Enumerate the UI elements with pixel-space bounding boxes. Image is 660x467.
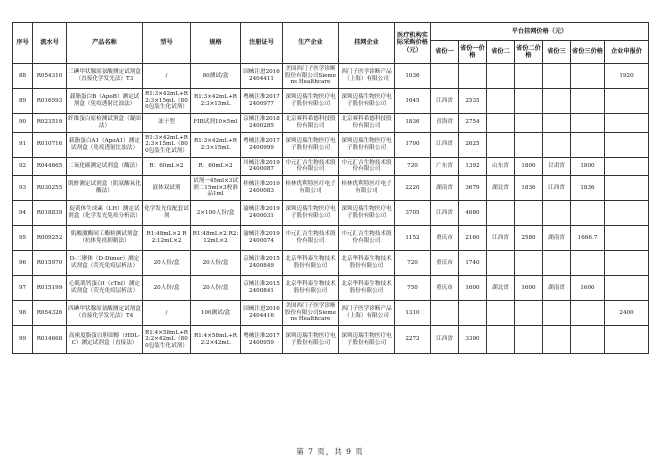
cell-prov3 <box>543 301 571 326</box>
cell-prov1: 重庆市 <box>431 226 459 251</box>
cell-prov2 <box>487 114 515 133</box>
table-row <box>13 226 649 251</box>
cell-serial: R014668 <box>33 326 67 354</box>
cell-prov3 <box>543 64 571 89</box>
cell-price2 <box>515 114 543 133</box>
header-serial: 流水号 <box>33 23 67 64</box>
cell-spec: R1:3×42mL+R2:3×15mL <box>191 89 241 114</box>
cell-prov2 <box>487 89 515 114</box>
cell-lister: 北京华科泰生物技术股份有限公司 <box>339 276 395 301</box>
cell-seq: 90 <box>13 114 33 133</box>
cell-price3: 1600 <box>571 276 605 301</box>
cell-maker: 桂林优利特医疗电子有限公司 <box>283 176 339 201</box>
cell-maker: 中元汇吉生物技术股份有限公司 <box>283 157 339 176</box>
cell-lister: 西门子医学诊断产品（上海）有限公司 <box>339 64 395 89</box>
cell-model: / <box>143 64 191 89</box>
cell-price3 <box>571 114 605 133</box>
cell-seq: 95 <box>13 226 33 251</box>
cell-prov1: 青海省 <box>431 114 459 133</box>
cell-ent-price <box>605 276 649 301</box>
cell-serial: R054310 <box>33 64 67 89</box>
cell-product: 纤维蛋白原检测试剂盒（凝固法） <box>67 114 143 133</box>
cell-ent-price <box>605 114 649 133</box>
cell-price1: 2535 <box>459 89 487 114</box>
cell-reg-no: 京械注准20182400285 <box>241 114 283 133</box>
table-row <box>13 176 649 201</box>
cell-reg-no: 国械注进20162404416 <box>241 301 283 326</box>
header-reg-no: 注册证号 <box>241 23 283 64</box>
cell-price1: 3390 <box>459 326 487 354</box>
cell-lister: 中元汇吉生物技术股份有限公司 <box>339 226 395 251</box>
cell-prov3: 甘肃省 <box>543 157 571 176</box>
cell-prov2 <box>487 326 515 354</box>
cell-lister: 桂林优利特医疗电子有限公司 <box>339 176 395 201</box>
cell-price3: 1836 <box>571 176 605 201</box>
header-actual-price: 医疗机构实际采购价格（元） <box>395 23 431 64</box>
cell-price1: 4680 <box>459 201 487 226</box>
cell-product: 载脂蛋白B（ApoB）测定试剂盒（免疫透射比浊法） <box>67 89 143 114</box>
table-row <box>13 89 649 114</box>
cell-serial: R009252 <box>33 226 67 251</box>
cell-actual-price: 720 <box>395 157 431 176</box>
cell-product: 肌酸激酶同工酶检测试剂盒（抗体免疫抑制法） <box>67 226 143 251</box>
cell-serial: R054326 <box>33 301 67 326</box>
header-prov3: 省份三 <box>543 41 571 64</box>
cell-spec: FIB试剂10×5ml <box>191 114 241 133</box>
cell-spec: R1:4×58mL+R2:2×42mL <box>191 326 241 354</box>
cell-lister: 深圳迈瑞生物医疗电子股份有限公司 <box>339 326 395 354</box>
cell-serial: R015970 <box>33 251 67 276</box>
header-model: 型号 <box>143 23 191 64</box>
cell-actual-price: 1836 <box>395 114 431 133</box>
header-price1: 省份一价格 <box>459 41 487 64</box>
cell-reg-no: 国械注进20162404411 <box>241 64 283 89</box>
cell-prov1: 广东省 <box>431 157 459 176</box>
cell-actual-price: 720 <box>395 251 431 276</box>
cell-price2 <box>515 251 543 276</box>
cell-prov1: 江西省 <box>431 89 459 114</box>
cell-price3 <box>571 64 605 89</box>
cell-serial: R015199 <box>33 276 67 301</box>
cell-reg-no: 京械注准20152400841 <box>241 276 283 301</box>
cell-spec: 试剂一45ml×3试剂二15ml×3校准品1ml <box>191 176 241 201</box>
cell-actual-price: 1152 <box>395 226 431 251</box>
cell-ent-price: 2400 <box>605 301 649 326</box>
cell-ent-price <box>605 251 649 276</box>
cell-price3: 1800 <box>571 157 605 176</box>
cell-prov2 <box>487 301 515 326</box>
cell-spec: R：60mL×2 <box>191 157 241 176</box>
cell-maker: 深圳迈瑞生物医疗电子股份有限公司 <box>283 132 339 157</box>
cell-maker: 北京华科泰生物技术股份有限公司 <box>283 276 339 301</box>
cell-lister: 深圳迈瑞生物医疗电子股份有限公司 <box>339 89 395 114</box>
cell-maker: 美国西门子医学诊断股份有限公司Siemens Healthcare <box>283 301 339 326</box>
table-body <box>13 64 649 354</box>
cell-price3 <box>571 132 605 157</box>
cell-prov2 <box>487 132 515 157</box>
table-row <box>13 326 649 354</box>
cell-seq: 88 <box>13 64 33 89</box>
cell-prov1 <box>431 64 459 89</box>
cell-model: R1:3×42mL+R2:3×15mL（800包装生化试剂） <box>143 132 191 157</box>
cell-model: R1:3×42mL+R2:3×15mL（800包装生化试剂） <box>143 89 191 114</box>
price-table-sheet <box>12 22 648 354</box>
cell-prov2 <box>487 251 515 276</box>
cell-spec: 100测试/盒 <box>191 301 241 326</box>
cell-serial: R030255 <box>33 176 67 201</box>
cell-price2 <box>515 301 543 326</box>
cell-reg-no: 粤械注准20172400959 <box>241 326 283 354</box>
cell-actual-price: 1310 <box>395 301 431 326</box>
cell-model: 20人份/盒 <box>143 251 191 276</box>
cell-seq: 94 <box>13 201 33 226</box>
header-product: 产品名称 <box>67 23 143 64</box>
cell-actual-price: 750 <box>395 276 431 301</box>
cell-price1: 2160 <box>459 226 487 251</box>
header-spec: 规格 <box>191 23 241 64</box>
cell-prov1: 重庆市 <box>431 276 459 301</box>
cell-actual-price: 1645 <box>395 89 431 114</box>
header-ent-price: 企业申报价 <box>605 41 649 64</box>
cell-product: 心肌肌钙蛋白I（cTnI）测定试剂盒（荧光免疫层析法） <box>67 276 143 301</box>
cell-lister: 深圳迈瑞生物医疗电子股份有限公司 <box>339 132 395 157</box>
cell-price2: 2580 <box>515 226 543 251</box>
cell-prov2: 湖北省 <box>487 176 515 201</box>
cell-prov3 <box>543 114 571 133</box>
cell-price3 <box>571 251 605 276</box>
cell-product: 载脂蛋白A1（ApoA1）测定试剂盒（免疫透射比浊法） <box>67 132 143 157</box>
cell-seq: 89 <box>13 89 33 114</box>
cell-prov1: 湖南省 <box>431 176 459 201</box>
cell-price2 <box>515 326 543 354</box>
cell-ent-price <box>605 157 649 176</box>
cell-spec: R1:48mL×2 R2:12mL×2 <box>191 226 241 251</box>
header-prov1: 省份一 <box>431 41 459 64</box>
cell-prov2: 山东省 <box>487 157 515 176</box>
cell-price2: 1600 <box>515 276 543 301</box>
table-row <box>13 276 649 301</box>
cell-prov3: 江西省 <box>543 176 571 201</box>
cell-maker: 中元汇吉生物技术股份有限公司 <box>283 226 339 251</box>
cell-reg-no: 桂械注准20192400083 <box>241 176 283 201</box>
cell-price1: 2754 <box>459 114 487 133</box>
header-price3: 省份三价格 <box>571 41 605 64</box>
cell-price3 <box>571 301 605 326</box>
cell-price2 <box>515 64 543 89</box>
cell-ent-price <box>605 201 649 226</box>
cell-price2: 1836 <box>515 176 543 201</box>
cell-product: D-二聚体（D-Dimer）测定试剂盒（荧光免疫层析法） <box>67 251 143 276</box>
cell-seq: 97 <box>13 276 33 301</box>
cell-maker: 深圳迈瑞生物医疗电子股份有限公司 <box>283 201 339 226</box>
cell-prov3 <box>543 201 571 226</box>
cell-prov3: 湖南省 <box>543 226 571 251</box>
cell-price2 <box>515 89 543 114</box>
cell-prov2: 湖北省 <box>487 276 515 301</box>
cell-product: 四碘甲状腺原氨酸测定试剂盒（直接化学发光法）T4 <box>67 301 143 326</box>
cell-seq: 96 <box>13 251 33 276</box>
table-row <box>13 64 649 89</box>
cell-price1: 1392 <box>459 157 487 176</box>
cell-price1 <box>459 301 487 326</box>
cell-model: 冻干型 <box>143 114 191 133</box>
cell-price3 <box>571 326 605 354</box>
cell-seq: 92 <box>13 157 33 176</box>
cell-price2 <box>515 201 543 226</box>
cell-seq: 93 <box>13 176 33 201</box>
cell-model: R：60mL×2 <box>143 157 191 176</box>
cell-price2 <box>515 132 543 157</box>
cell-prov2 <box>487 64 515 89</box>
cell-ent-price: 1920 <box>605 64 649 89</box>
cell-ent-price <box>605 176 649 201</box>
cell-lister: 北京华科泰生物技术股份有限公司 <box>339 251 395 276</box>
cell-product: 高密度脂蛋白胆固醇（HDL-C）测定试剂盒（直接法） <box>67 326 143 354</box>
table-row <box>13 251 649 276</box>
cell-actual-price: 2272 <box>395 326 431 354</box>
table-row <box>13 201 649 226</box>
cell-price3 <box>571 89 605 114</box>
cell-serial: R044665 <box>33 157 67 176</box>
cell-prov3: 湖南省 <box>543 276 571 301</box>
cell-seq: 98 <box>13 301 33 326</box>
cell-price1: 2625 <box>459 132 487 157</box>
cell-spec: 20人份/盒 <box>191 251 241 276</box>
cell-product: 促黄体生成素（LH）测定试剂盒（化学发光免疫分析法） <box>67 201 143 226</box>
cell-spec: 2×100人份/盒 <box>191 201 241 226</box>
cell-product: 二氧化碳测定试剂盒（酶法） <box>67 157 143 176</box>
cell-spec: 20人份/盒 <box>191 276 241 301</box>
cell-prov1: 江西省 <box>431 132 459 157</box>
header-prov2: 省份二 <box>487 41 515 64</box>
cell-actual-price: 1700 <box>395 132 431 157</box>
cell-maker: 深圳迈瑞生物医疗电子股份有限公司 <box>283 89 339 114</box>
page-footer: 第 7 页，共 9 页 <box>296 447 364 456</box>
cell-model: 液体双试剂 <box>143 176 191 201</box>
cell-model: R1:48mL×2 R2:12mL×2 <box>143 226 191 251</box>
cell-model: / <box>143 301 191 326</box>
table-row <box>13 132 649 157</box>
table-row <box>13 157 649 176</box>
table-row <box>13 114 649 133</box>
cell-maker: 北京华科泰生物技术股份有限公司 <box>283 251 339 276</box>
cell-model: R1:4×58mL+R2:2×42mL（800包装生化试剂） <box>143 326 191 354</box>
cell-ent-price <box>605 326 649 354</box>
cell-prov3 <box>543 132 571 157</box>
cell-price1: 3679 <box>459 176 487 201</box>
cell-product: 肌酐测定试剂盒（肌氨酸氧化酶法） <box>67 176 143 201</box>
cell-price2: 1800 <box>515 157 543 176</box>
cell-model: 化学发光仪配套试剂 <box>143 201 191 226</box>
cell-serial: R010716 <box>33 132 67 157</box>
cell-spec: R1:3×42mL+R2:3×15mL <box>191 132 241 157</box>
cell-prov3 <box>543 326 571 354</box>
header-lister: 挂网企业 <box>339 23 395 64</box>
cell-model: 20人份/盒 <box>143 276 191 301</box>
cell-prov2: 江西省 <box>487 226 515 251</box>
cell-reg-no: 渝械注准20192400074 <box>241 226 283 251</box>
cell-lister: 西门子医学诊断产品（上海）有限公司 <box>339 301 395 326</box>
cell-seq: 91 <box>13 132 33 157</box>
cell-prov3 <box>543 89 571 114</box>
cell-spec: 80测试/盒 <box>191 64 241 89</box>
cell-serial: R018839 <box>33 201 67 226</box>
cell-actual-price: 1036 <box>395 64 431 89</box>
price-table <box>12 22 649 354</box>
header-seq: 序号 <box>13 23 33 64</box>
cell-product: 三碘甲状腺原氨酸测定试剂盒（直接化学发光法）T3 <box>67 64 143 89</box>
cell-price3: 1666.7 <box>571 226 605 251</box>
cell-serial: R016593 <box>33 89 67 114</box>
cell-price1: 1600 <box>459 276 487 301</box>
cell-ent-price <box>605 89 649 114</box>
cell-prov3 <box>543 251 571 276</box>
cell-ent-price <box>605 226 649 251</box>
cell-reg-no: 渝械注准20192400031 <box>241 201 283 226</box>
cell-price1 <box>459 64 487 89</box>
cell-ent-price <box>605 132 649 157</box>
cell-prov1: 重庆市 <box>431 251 459 276</box>
cell-reg-no: 京械注准20152400849 <box>241 251 283 276</box>
header-maker: 生产企业 <box>283 23 339 64</box>
cell-serial: R023519 <box>33 114 67 133</box>
cell-maker: 深圳迈瑞生物医疗电子股份有限公司 <box>283 326 339 354</box>
cell-actual-price: 3705 <box>395 201 431 226</box>
header-price2: 省份二价格 <box>515 41 543 64</box>
cell-seq: 99 <box>13 326 33 354</box>
cell-prov1 <box>431 301 459 326</box>
cell-reg-no: 川械注准20192400087 <box>241 157 283 176</box>
cell-maker: 美国西门子医学诊断股份有限公司Siemens Healthcare <box>283 64 339 89</box>
cell-price1: 1740 <box>459 251 487 276</box>
cell-lister: 北京赛科希德科技股份有限公司 <box>339 114 395 133</box>
cell-reg-no: 粤械注准20172400977 <box>241 89 283 114</box>
cell-prov2 <box>487 201 515 226</box>
cell-maker: 北京赛科希德科技股份有限公司 <box>283 114 339 133</box>
cell-price3 <box>571 201 605 226</box>
cell-prov1: 江西省 <box>431 326 459 354</box>
header-platform-group: 平台挂网价格（元） <box>431 23 649 41</box>
cell-lister: 中元汇吉生物技术股份有限公司 <box>339 157 395 176</box>
cell-reg-no: 粤械注准20172400999 <box>241 132 283 157</box>
table-row <box>13 301 649 326</box>
cell-lister: 深圳迈瑞生物医疗电子股份有限公司 <box>339 201 395 226</box>
cell-actual-price: 2220 <box>395 176 431 201</box>
cell-prov1: 江西省 <box>431 201 459 226</box>
